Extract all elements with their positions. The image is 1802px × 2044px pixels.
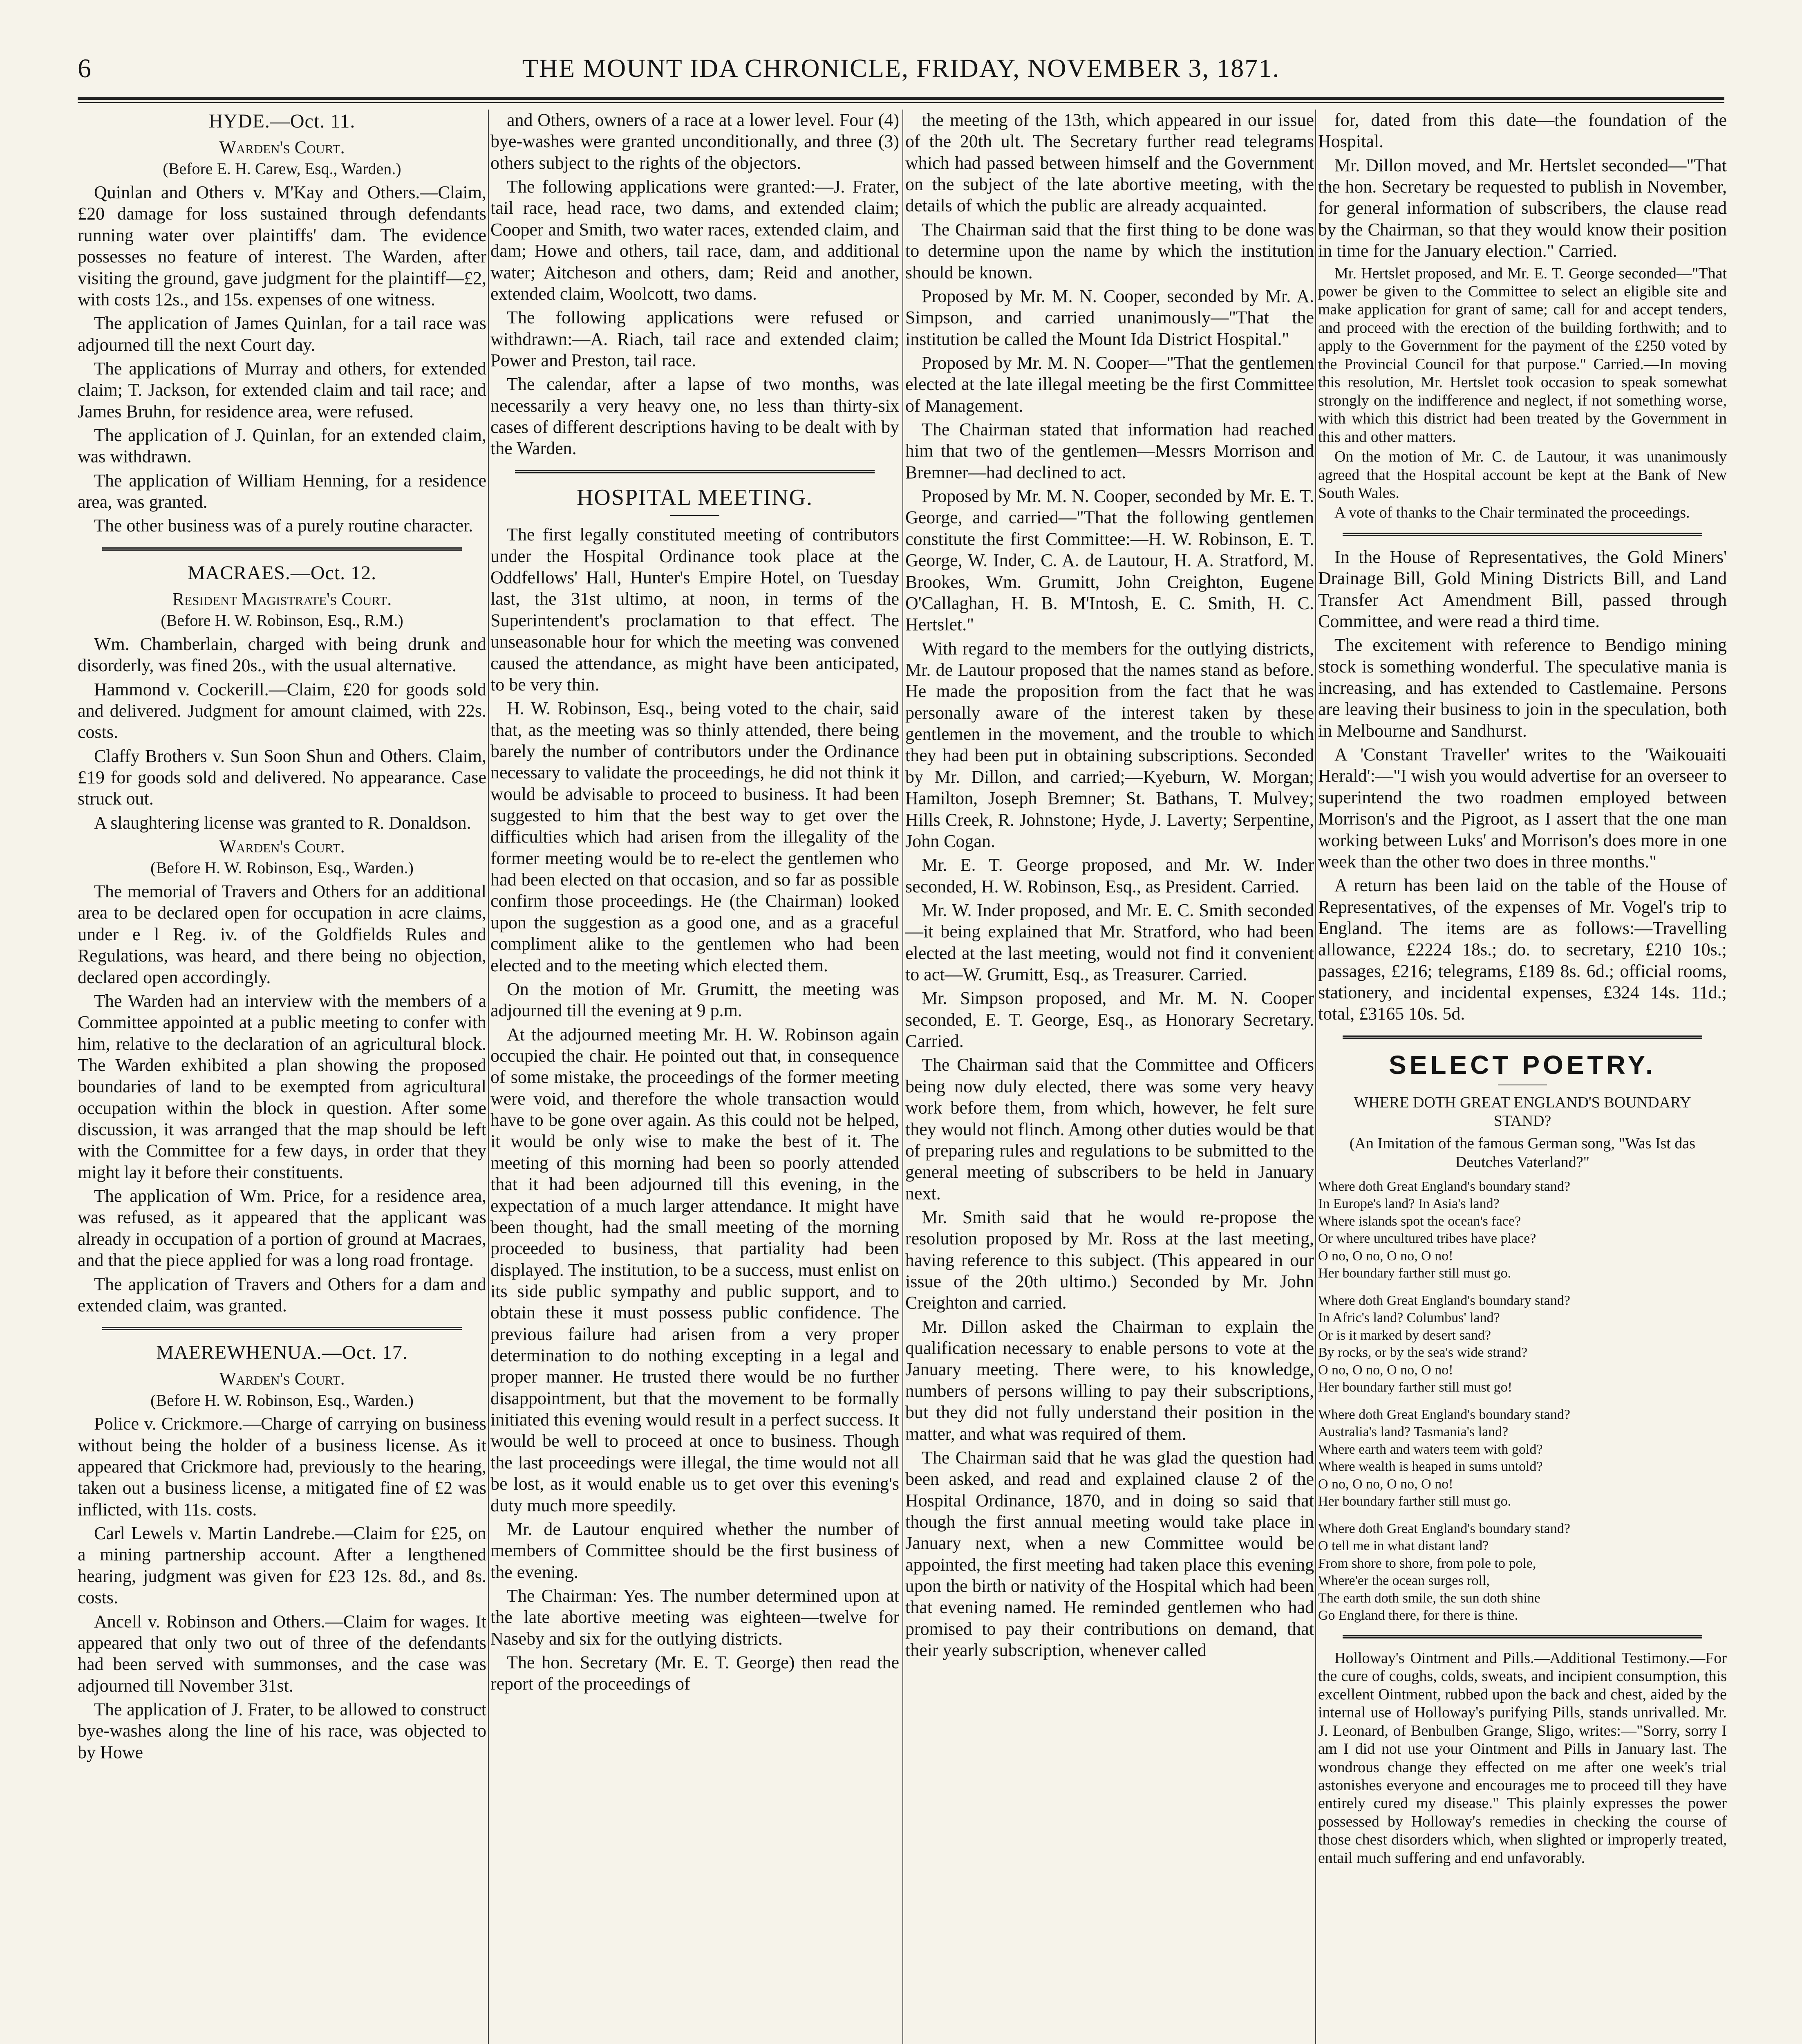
paragraph: Mr. Hertslet proposed, and Mr. E. T. George seconded—"That power be given to the Committee to select an eligible site and make application for grant of same; call for and accept tenders, and proceed with the erection of the building forthwith; and to apply to the Government for the payment of the £250 voted by the Provincial Council for that purpose." Carried.—In moving this resolution, Mr. Hertslet took occasion to speak somewhat strongly on the indifference and neglect, if not something worse, with which this district had been treated by the Government in this and other matters. (1318, 264, 1727, 446)
heading-rule (670, 515, 719, 516)
paragraph: The application of William Henning, for a residence area, was granted. (78, 470, 486, 512)
paragraph: The Chairman said that he was glad the question had been asked, and read and explained clause 2 of the Hospital Ordinance, 1870, and in doing so said that though the first annual meeting would take place in January next, when a new Committee would be appointed, the first meeting had taken place this evening upon the birth or nativity of the Hospital which had been that evening named. He reminded gentlemen who had promised to pay their contributions on demand, that their yearly subscription, whenever called (905, 1447, 1314, 1661)
column-4 (1318, 110, 1727, 2044)
poem-line: In Afric's land? Columbus' land? (1318, 1310, 1500, 1326)
paragraph: With regard to the members for the outlying districts, Mr. de Lautour proposed that the names stand as before. He made the proposition from the fact that he was personally aware of the interest taken by these gentlemen in the movement, and the trouble to which they had been put in obtaining subscriptions. Seconded by Mr. Dillon, and carried;—Kyeburn, W. Morgan; Hamilton, Joseph Bremner; St. Bathans, T. Mulvey; Hills Creek, R. Johnstone; Hyde, J. Laverty; Serpentine, John Cogan. (905, 638, 1314, 851)
news-paragraph: In the House of Representatives, the Gold Miners' Drainage Bill, Gold Mining Districts Bill, and Land Transfer Act Amendment Bill, passed through Committee, and were read a third time. (1318, 547, 1727, 631)
column-3 (905, 110, 1314, 2044)
section-divider (102, 1327, 462, 1330)
paragraph: The other business was of a purely routine character. (94, 515, 473, 536)
paragraph: The Chairman stated that information had reached him that two of the gentlemen—Messrs Morrison and Bremner—had declined to act. (905, 419, 1314, 482)
page-number: 6 (78, 54, 92, 83)
header-rule (78, 97, 1724, 103)
poem-line: Where doth Great England's boundary stand? (1318, 1179, 1570, 1194)
column-rule (902, 110, 903, 2044)
paragraph: Mr. Dillon moved, and Mr. Hertslet seconded—"That the hon. Secretary be requested to publish in November, for general information of subscribers, the clause read by the Chairman, so that they would know their position in time for the January election." Carried. (1318, 155, 1727, 261)
paragraph: The calendar, after a lapse of two months, was necessarily a very heavy one, no less than thirty-six cases of different descriptions having to be dealt with by the Warden. (490, 374, 899, 459)
paragraph: Mr. W. Inder proposed, and Mr. E. C. Smith seconded—it being explained that Mr. Stratford, who had been elected at the last meeting, would not find it convenient to act—W. Grumitt, Esq., as Treasurer. Carried. (905, 900, 1314, 985)
paragraph: Mr. Dillon asked the Chairman to explain the qualification necessary to enable persons to vote at the January meeting. There were, to his knowledge, numbers of persons willing to pay their subscriptions, but they did not fully understand their position in the matter, and what was required of them. (905, 1316, 1314, 1444)
poem-line: Where doth Great England's boundary stand? (1318, 1521, 1570, 1536)
paragraph: Mr. Smith said that he would re-propose the resolution proposed by Mr. Ross at the last meeting, having reference to this subject. (This appeared in our issue of the 20th ultimo.) Seconded by Mr. John Creighton and carried. (905, 1207, 1314, 1313)
poem-line: Or where uncultured tribes have place? (1318, 1231, 1536, 1246)
article-hyde (78, 110, 486, 537)
poem-line: In Europe's land? In Asia's land? (1318, 1196, 1500, 1212)
paragraph: Carl Lewels v. Martin Landrebe.—Claim for £25, on a mining partnership account. After a lengthened hearing, judgment was given for £23 12s. 8d., and 8s. costs. (78, 1523, 486, 1608)
paragraph: and Others, owners of a race at a lower level. Four (4) bye-washes were granted unconditionally, and three (3) others subject to the rights of the objectors. (490, 110, 899, 173)
section-divider (102, 547, 462, 551)
paragraph: for, dated from this date—the foundation of the Hospital. (1318, 110, 1727, 152)
poem-line: Australia's land? Tasmania's land? (1318, 1424, 1509, 1440)
column-1 (78, 110, 486, 2044)
paragraph: Proposed by Mr. M. N. Cooper, seconded by Mr. A. Simpson, and carried unanimously—"That the institution be called the Mount Ida District Hospital." (905, 286, 1314, 349)
poem-line: Where'er the ocean surges roll, (1318, 1573, 1490, 1589)
poem-line: Where doth Great England's boundary stand? (1318, 1293, 1570, 1308)
paragraph: On the motion of Mr. C. de Lautour, it was unanimously agreed that the Hospital account be kept at the Bank of New South Wales. (1318, 448, 1727, 502)
paragraph: On the motion of Mr. Grumitt, the meeting was adjourned till the evening at 9 p.m. (490, 979, 899, 1021)
paragraph: Mr. de Lautour enquired whether the number of members of Committee should be the first business of the evening. (490, 1519, 899, 1582)
section-divider (1343, 533, 1702, 536)
news-paragraph: A return has been laid on the table of the House of Representatives, of the expenses of Mr. Vogel's trip to England. The items are as follows:—Travelling allowance, £2224 18s.; do. to secretary, £210 10s.; passages, £216; telegrams, £189 8s. 6d.; official rooms, stationery, and incidental expenses, £324 14s. 11d.; total, £3165 10s. 5d. (1318, 875, 1727, 1024)
column-2 (490, 110, 899, 2044)
paragraph: The applications of Murray and others, for extended claim; T. Jackson, for extended claim and tail race; and James Bruhn, for residence area, were refused. (78, 358, 486, 421)
court-heading: Resident Magistrate's Court. (172, 589, 392, 609)
paragraph: Mr. E. T. George proposed, and Mr. W. Inder seconded, H. W. Robinson, Esq., as President. Carried. (905, 855, 1314, 896)
poem-line: The earth doth smile, the sun doth shine (1318, 1590, 1540, 1606)
paragraph: Police v. Crickmore.—Charge of carrying on business without being the holder of a business license. As it appeared that Crickmore had, previously to the hearing, taken out a business license, a mitigated fine of £2 was inflicted, with 11s. costs. (78, 1414, 486, 1520)
paragraph: The memorial of Travers and Others for an additional area to be declared open for occupation in acre claims, under e l Reg. iv. of the Goldfields Rules and Regulations, was heard, and there being no objection, declared open accordingly. (78, 881, 486, 987)
poem-line: O no, O no, O no, O no! (1318, 1248, 1453, 1264)
court-before: (Before H. W. Robinson, Esq., Warden.) (150, 858, 414, 877)
paragraph: The following applications were granted:—J. Frater, tail race, head race, two dams, and extended claim; Cooper and Smith, two water races, extended claim, and dam; Howe and others, tail race, dam, and additional water; Aitcheson and others, dam; Reid and another, extended claim, Woolcott, two dams. (490, 177, 899, 304)
poem-line: Her boundary farther still must go! (1318, 1380, 1512, 1395)
section-divider (1343, 1035, 1702, 1039)
paragraph: The Warden had an interview with the members of a Committee appointed at a public meeting to confer with him, relative to the declaration of an agricultural block. The Warden exhibited a plan showing the proposed boundaries of land to be exempted from agricultural occupation within the block in question. After some discussion, it was arranged that the map should be left with the Committee for a few days, in order that they might lay it before their constituents. (78, 991, 486, 1182)
court-heading: Warden's Court. (219, 137, 345, 158)
paragraph: The Chairman said that the first thing to be done was to determine upon the name by which the institution should be known. (905, 219, 1314, 282)
dateline: MACRAES.—Oct. 12. (187, 562, 377, 584)
poem-title: WHERE DOTH GREAT ENGLAND'S BOUNDARY STAND? (1354, 1094, 1691, 1130)
court-before: (Before H. W. Robinson, Esq., R.M.) (161, 611, 403, 630)
paragraph: The Chairman: Yes. The number determined upon at the late abortive meeting was eighteen—twelve for Naseby and six for the outlying districts. (490, 1585, 899, 1649)
paragraph: A slaughtering license was granted to R. Donaldson. (94, 812, 471, 833)
dateline: HYDE.—Oct. 11. (208, 110, 356, 132)
poem-line: By rocks, or by the sea's wide strand? (1318, 1345, 1528, 1360)
paragraph: The first legally constituted meeting of contributors under the Hospital Ordinance took place at the Oddfellows' Hall, Hunter's Empire Hotel, on Tuesday last, the 31st ultimo, at noon, in terms of the Superintendent's proclamation to that effect. The unseasonable hour for which the meeting was convened caused the attendance, as might have been anticipated, to be very thin. (490, 524, 899, 695)
poem-line: Where earth and waters teem with gold? (1318, 1441, 1543, 1457)
paragraph: Claffy Brothers v. Sun Soon Shun and Others. Claim, £19 for goods sold and delivered. No appearance. Case struck out. (78, 746, 486, 809)
poem-line: Where islands spot the ocean's face? (1318, 1213, 1521, 1229)
column-rule (488, 110, 489, 2044)
section-divider (515, 470, 875, 473)
poem-line: Where doth Great England's boundary stand? (1318, 1407, 1570, 1422)
dateline: MAEREWHENUA.—Oct. 17. (156, 1342, 408, 1364)
paragraph: The Chairman said that the Committee and Officers being now duly elected, there was some very heavy work before them, from which, however, he felt sure they would not flinch. Among other duties would be that of preparing rules and regulations to be submitted to the general meeting of subscribers to be held in January next. (905, 1055, 1314, 1204)
paragraph: The application of Wm. Price, for a residence area, was refused, as it appeared that the applicant was already in occupation of a portion of ground at Macraes, and that the piece applied for was a long road frontage. (78, 1186, 486, 1271)
article-maerewhenua (78, 1341, 486, 1763)
paragraph: Ancell v. Robinson and Others.—Claim for wages. It appeared that only two out of three of the defendants had been served with summonses, and the case was adjourned till November 31st. (78, 1611, 486, 1696)
paragraph: The application of J. Frater, to be allowed to construct bye-washes along the line of his race, was objected to by Howe (78, 1699, 486, 1762)
poem-line: O no, O no, O no, O no! (1318, 1362, 1453, 1378)
paragraph: Hammond v. Cockerill.—Claim, £20 for goods sold and delivered. Judgment for amount claimed, with 22s. costs. (78, 679, 486, 742)
court-before: (Before E. H. Carew, Esq., Warden.) (163, 159, 401, 178)
poem-line: Go England there, for there is thine. (1318, 1608, 1518, 1623)
article-macraes (78, 561, 486, 1316)
paragraph: At the adjourned meeting Mr. H. W. Robinson again occupied the chair. He pointed out that, in consequence of some mistake, the proceedings of the former meeting were void, and therefore the whole transaction would have to be gone over again. As this could not be helped, it would be only wise to make the best of it. The meeting of this morning had been so poorly attended that it had been adjourned till this evening, in the expectation of a much larger attendance. It might have been thought, had the small meeting of the morning proceeded to business, that partiality had been displayed. The institution, to be a success, must enlist on its side public sympathy and public support, and to obtain these it must possess public confidence. The previous failure had arisen from a very proper determination to do nothing excepting in a legal and proper manner. He trusted there would be no further disappointment, but that the movement to be formally initiated this evening would result in a perfect success. It would be well to proceed at once to business. Though the last proceedings were illegal, the time would not all be lost, as it would enable us to get over this evening's duty much more speedily. (490, 1024, 899, 1515)
poem-line: O no, O no, O no, O no! (1318, 1476, 1453, 1492)
court-heading: Warden's Court. (219, 836, 345, 857)
paragraph: Mr. Simpson proposed, and Mr. M. N. Cooper seconded, E. T. George, Esq., as Honorary Secretary. Carried. (905, 988, 1314, 1051)
poem-line: Or is it marked by desert sand? (1318, 1327, 1491, 1343)
paragraph: the meeting of the 13th, which appeared in our issue of the 20th ult. The Secretary further read telegrams which had passed between himself and the Government on the subject of the late abortive meeting, with the details of which the public are already acquainted. (905, 110, 1314, 216)
court-heading: Warden's Court. (219, 1369, 345, 1389)
court-before: (Before H. W. Robinson, Esq., Warden.) (150, 1391, 414, 1410)
poem-stanza (1318, 1292, 1727, 1396)
paragraph: Quinlan and Others v. M'Kay and Others.—Claim, £20 damage for loss sustained through defendants running water over plaintiffs' dam. The evidence possesses no feature of interest. The Warden, after visiting the ground, gave judgment for the plaintiff—£2, with costs 12s., and 15s. expenses of one witness. (78, 182, 486, 309)
advertisement-text: Holloway's Ointment and Pills.—Additional Testimony.—For the cure of coughs, colds, sweats, and incipient consumption, this excellent Ointment, rubbed upon the back and chest, aided by the internal use of Holloway's purifying Pills, stands unrivalled. Mr. J. Leonard, of Benbulben Grange, Sligo, writes:—"Sorry, sorry I am I did not use your Ointment and Pills in January last. The wondrous change they effected on me after one week's trial astonishes everyone and encourages me to proceed till they have entirely cured my disease." This plainly expresses the power possessed by Holloway's remedies in checking the course of those chest disorders which, when slighted or improperly treated, entail much suffering and end unfavorably. (1318, 1649, 1727, 1867)
poem-line: From shore to shore, from pole to pole, (1318, 1555, 1536, 1571)
small-print-block (1318, 264, 1727, 522)
poem-line: Her boundary farther still must go. (1318, 1494, 1511, 1509)
page-header (78, 49, 1724, 94)
poem-stanza (1318, 1178, 1727, 1282)
poem-note: (An Imitation of the famous German song, "Was Ist das Deutches Vaterland?" (1349, 1135, 1696, 1171)
paragraph: Proposed by Mr. M. N. Cooper—"That the gentlemen elected at the late illegal meeting be the first Committee of Management. (905, 352, 1314, 416)
paragraph: The application of Travers and Others for a dam and extended claim, was granted. (78, 1274, 486, 1316)
paragraph: Proposed by Mr. M. N. Cooper, seconded by Mr. E. T. George, and carried—"That the following gentlemen constitute the first Committee:—H. W. Robinson, E. T. George, W. Inder, C. A. de Lautour, H. A. Stratford, M. Brookes, Wm. Grumitt, John Creighton, Eugene O'Callaghan, H. B. M'Intosh, E. C. Smith, H. C. Hertslet." (905, 486, 1314, 635)
column-rule (1315, 110, 1316, 2044)
advertisement-holloway (1318, 1649, 1727, 1867)
paragraph: The hon. Secretary (Mr. E. T. George) then read the report of the proceedings of (490, 1652, 899, 1694)
news-paragraph: The excitement with reference to Bendigo mining stock is something wonderful. The speculative mania is increasing, and has extended to Castlemaine. Persons are leaving their business to join in the speculation, both in Melbourne and Sandhurst. (1318, 635, 1727, 741)
masthead-title: THE MOUNT IDA CHRONICLE, FRIDAY, NOVEMBER 3, 1871. (522, 54, 1280, 83)
paragraph: H. W. Robinson, Esq., being voted to the chair, said that, as the meeting was so thinly attended, there being barely the number of contributors under the Ordinance necessary to validate the proceedings, he did not think it would be advisable to proceed to business. It had been suggested to him that the best way to get over the difficulties which had arisen from the illegality of the former meeting would be to re-elect the gentlemen who had been elected on that occasion, and so far as possible confirm those proceedings. He (the Chairman) looked upon the suggestion as a good one, and as a graceful compliment alike to the gentlemen who had been elected and to the meeting which elected them. (490, 698, 899, 975)
section-divider (1343, 1635, 1702, 1638)
poetry-section-title: SELECT POETRY. (1389, 1050, 1656, 1080)
paragraph: A vote of thanks to the Chair terminated the proceedings. (1334, 504, 1690, 522)
article-hospital-meeting (490, 484, 899, 1695)
paragraph: The application of J. Quinlan, for an extended claim, was withdrawn. (78, 425, 486, 467)
poem-line: Her boundary farther still must go. (1318, 1266, 1511, 1281)
paragraph: The application of James Quinlan, for a tail race was adjourned till the next Court day. (78, 313, 486, 355)
poem-stanza (1318, 1406, 1727, 1511)
poem-line: Where wealth is heaped in sums untold? (1318, 1459, 1543, 1475)
article-heading: HOSPITAL MEETING. (576, 484, 813, 510)
paragraph: Wm. Chamberlain, charged with being drunk and disorderly, was fined 20s., with the usual alternative. (78, 634, 486, 676)
poem-stanza (1318, 1520, 1727, 1625)
poem-line: O tell me in what distant land? (1318, 1538, 1489, 1554)
news-paragraph: A 'Constant Traveller' writes to the 'Waikouaiti Herald':—"I wish you would advertise for an overseer to superintend the two roadmen employed between Morrison's and the Pigroot, as I assert that the one man working between Luks' and Morrison's does more in one week than the other two does in three months." (1318, 744, 1727, 872)
paragraph: The following applications were refused or withdrawn:—A. Riach, tail race and extended claim; Power and Preston, tail race. (490, 307, 899, 370)
